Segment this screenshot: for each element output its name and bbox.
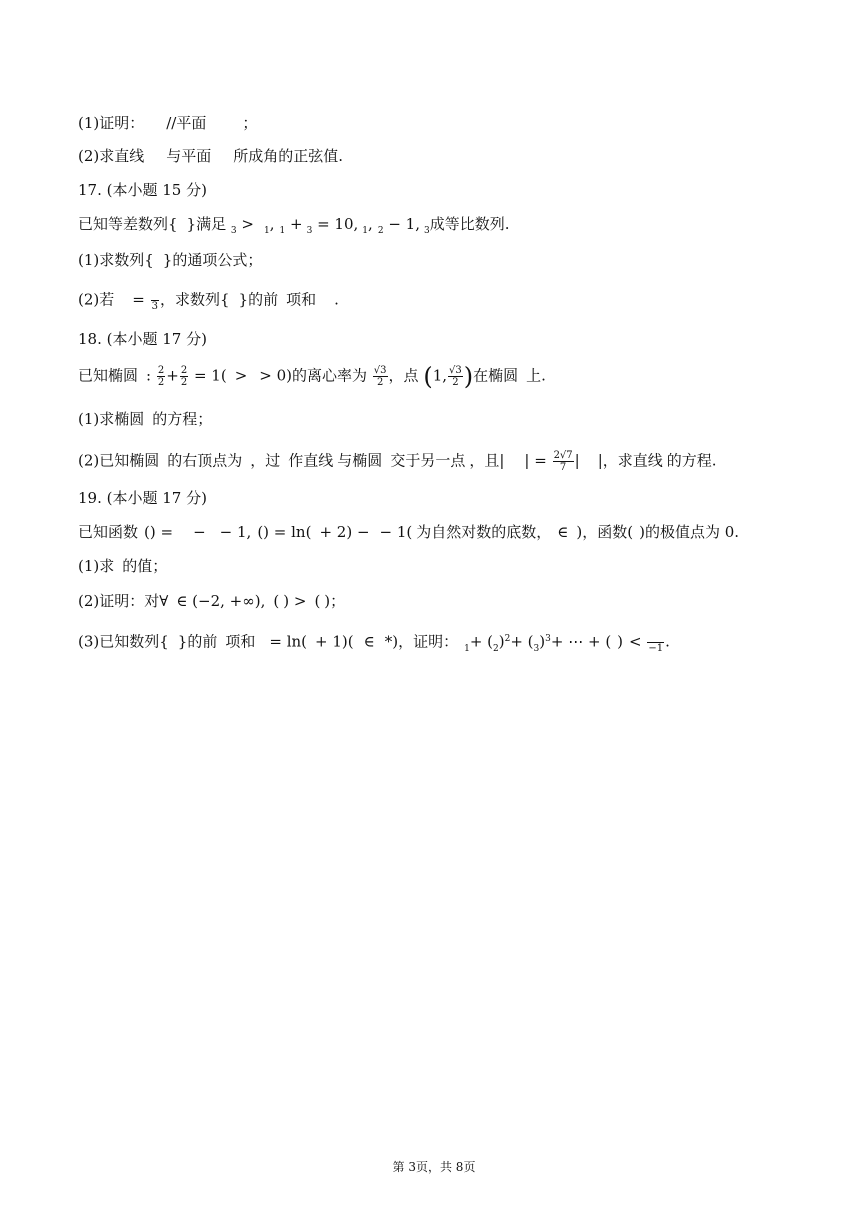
q19-stem: 已知函数 () = − − 1, () = ln( + 2) − − 1( 为自然对数的底数， ∈ )，函数( )的极值点为 0. xyxy=(78,523,740,541)
q18-part1: (1)求椭圆 的方程； xyxy=(78,410,213,428)
q17-stem: 已知等差数列{ }满足 $_3$ > $_1$, $_1$ + $_3$ = 10, $_1$, $_2$ − 1, $_3$成等比数列. xyxy=(78,215,510,236)
q18-heading: 18. (本小题 17 分) xyxy=(78,330,207,348)
fraction: $\frac{2}{2}$ xyxy=(157,365,165,388)
fraction: 3 xyxy=(151,289,159,312)
q16-part1: (1)证明： //平面 ； xyxy=(78,114,258,132)
q16-part2: (2)求直线 与平面 所成角的正弦值. xyxy=(78,147,344,165)
q17-part2: (2)若 = 3 ，求数列{ }的前 项和 . xyxy=(78,290,339,312)
q19-part3: (3)已知数列{ }的前 项和 = ln( + 1)( ∈ *)，证明： $_1+ (_2)^2+ (_3)^3+$ ⋯ + ( ) < −1 . xyxy=(78,632,670,654)
q19-heading: 19. (本小题 17 分) xyxy=(78,489,207,507)
fraction: −1 xyxy=(647,631,664,654)
fraction: $\frac{2√7}{7}$ xyxy=(553,450,573,473)
q19-part1: (1)求 的值； xyxy=(78,557,168,575)
fraction: $\frac{√3}{2}$ xyxy=(373,365,387,388)
q17-heading: 17. (本小题 15 分) xyxy=(78,181,207,199)
page-footer: 第 3页，共 8页 xyxy=(392,1160,476,1174)
fraction: $\frac{√3}{2}$ xyxy=(449,365,462,388)
q18-stem: 已知椭圆 : $\frac{2}{2}$ + $\frac{2}{2}$ = 1( > > 0)的离心率为 $\frac{√3}{2}$ ，点 (1, $\frac{√3}{2}$ )在椭圆 上. xyxy=(78,362,546,391)
q18-part2: (2)已知椭圆 的右顶点为 ，过 作直线 与椭圆 交于另一点 ，且| | = $\frac{2√7}{7}$ | |，求直线 的方程. xyxy=(78,450,717,473)
fraction: $\frac{2}{2}$ xyxy=(180,365,188,388)
q17-part1: (1)求数列{ }的通项公式； xyxy=(78,251,263,269)
q19-part2: (2)证明：对∀ ∈ (−2, +∞), ( ) > ( )； xyxy=(78,592,346,610)
